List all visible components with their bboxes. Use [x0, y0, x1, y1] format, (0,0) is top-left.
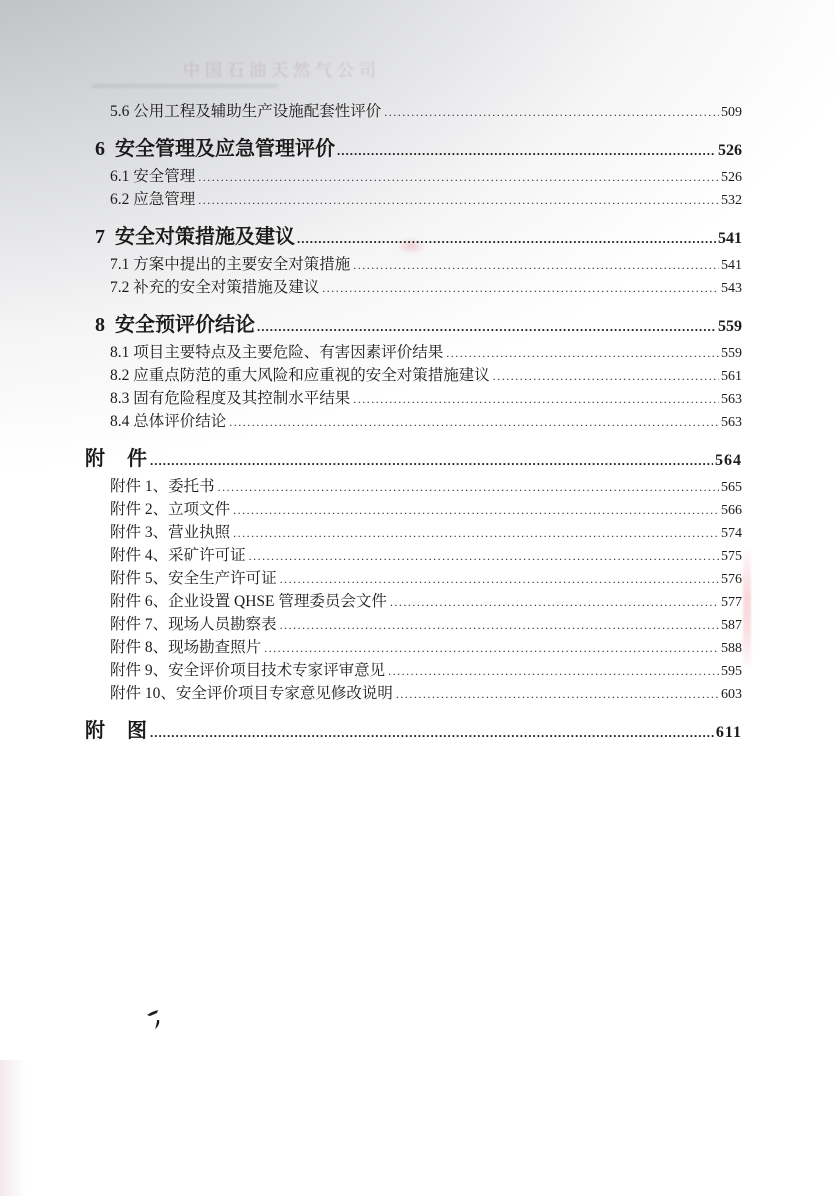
dot-leader	[388, 660, 719, 683]
toc-entry	[95, 276, 742, 299]
toc-chapter-entry	[95, 223, 742, 251]
dot-leader	[198, 189, 719, 212]
toc-chapter-entry	[95, 311, 742, 339]
dot-leader	[297, 225, 716, 253]
toc-entry	[95, 659, 742, 682]
page-number: 611	[715, 724, 742, 741]
toc-entry-title: 附件 1、委托书	[110, 478, 215, 495]
dot-leader	[390, 591, 719, 614]
toc-entry	[95, 188, 742, 211]
dot-leader	[353, 388, 719, 411]
page-number: 576	[721, 572, 742, 587]
toc-entry	[95, 636, 742, 659]
table-of-contents	[85, 0, 742, 747]
page-number: 509	[721, 105, 742, 120]
toc-entry	[95, 567, 742, 590]
toc-entry-title: 附件 2、立项文件	[110, 501, 231, 518]
page-edge-tint	[0, 1060, 26, 1196]
toc-entry	[95, 682, 742, 705]
page-number: 587	[721, 618, 742, 633]
dot-leader	[229, 411, 719, 434]
toc-entry-title: 7 安全对策措施及建议	[95, 226, 295, 248]
dot-leader	[150, 447, 713, 475]
dot-leader	[257, 313, 716, 341]
toc-entry-title: 8 安全预评价结论	[95, 314, 255, 336]
page-number: 575	[721, 549, 742, 564]
dot-leader	[337, 137, 716, 165]
dot-leader	[249, 545, 719, 568]
toc-entry-title: 附 图	[85, 720, 148, 742]
toc-chapter-entry	[95, 135, 742, 163]
toc-entry	[95, 387, 742, 410]
toc-appendix-figures-heading	[85, 717, 742, 745]
toc-entry	[95, 613, 742, 636]
toc-entry-title: 附件 5、安全生产许可证	[110, 570, 277, 587]
page-number: 543	[721, 281, 742, 296]
page-number: 526	[718, 142, 742, 159]
toc-entry	[95, 521, 742, 544]
toc-entry-title: 8.1 项目主要特点及主要危险、有害因素评价结果	[110, 344, 444, 361]
toc-entry	[95, 498, 742, 521]
page-number: 559	[721, 346, 742, 361]
page-number: 541	[718, 230, 742, 247]
page-number: 577	[721, 595, 742, 610]
page-number: 566	[721, 503, 742, 518]
toc-entry-title: 附件 3、营业执照	[110, 524, 231, 541]
toc-entry	[95, 165, 742, 188]
ink-mark	[145, 1006, 167, 1037]
toc-entry-title: 附 件	[85, 448, 148, 470]
toc-entry-title: 附件 6、企业设置 QHSE 管理委员会文件	[110, 593, 387, 610]
toc-entry	[95, 475, 742, 498]
toc-entry-title: 附件 8、现场勘查照片	[110, 639, 262, 656]
toc-entry-title: 7.1 方案中提出的主要安全对策措施	[110, 256, 351, 273]
toc-entry-title: 8.3 固有危险程度及其控制水平结果	[110, 390, 351, 407]
dot-leader	[198, 166, 719, 189]
toc-entry	[95, 100, 742, 123]
dot-leader	[384, 101, 719, 124]
dot-leader	[280, 614, 719, 637]
dot-leader	[446, 342, 719, 365]
bleedthrough-header-text: 中国石油天然气公司	[183, 61, 381, 80]
dot-leader	[150, 719, 714, 747]
toc-entry-title: 附件 7、现场人员勘察表	[110, 616, 277, 633]
toc-entry	[95, 253, 742, 276]
page-number: 559	[718, 318, 742, 335]
page-number: 595	[721, 664, 742, 679]
toc-entry-title: 附件 4、采矿许可证	[110, 547, 246, 564]
toc-entry-title: 附件 10、安全评价项目专家意见修改说明	[110, 685, 393, 702]
page-number: 564	[715, 452, 742, 469]
page-number: 588	[721, 641, 742, 656]
page-number: 574	[721, 526, 742, 541]
pink-scan-streak	[743, 550, 751, 668]
dot-leader	[396, 683, 719, 706]
dot-leader	[322, 277, 719, 300]
dot-leader	[233, 522, 719, 545]
dot-leader	[493, 365, 719, 388]
page-number: 561	[721, 369, 742, 384]
toc-entry-title: 6 安全管理及应急管理评价	[95, 138, 335, 160]
dot-leader	[233, 499, 719, 522]
dot-leader	[218, 476, 719, 499]
toc-entry-title: 6.1 安全管理	[110, 168, 196, 185]
toc-entry-title: 6.2 应急管理	[110, 191, 196, 208]
toc-appendix-heading	[85, 445, 742, 473]
page-number: 603	[721, 687, 742, 702]
dot-leader	[353, 254, 719, 277]
dot-leader	[280, 568, 719, 591]
page-number: 526	[721, 170, 742, 185]
toc-entry	[95, 590, 742, 613]
toc-entry-title: 8.4 总体评价结论	[110, 413, 227, 430]
toc-entry	[95, 544, 742, 567]
toc-entry	[95, 410, 742, 433]
toc-entry-title: 5.6 公用工程及辅助生产设施配套性评价	[110, 103, 382, 120]
page-number: 563	[721, 392, 742, 407]
dot-leader	[264, 637, 719, 660]
page-number: 541	[721, 258, 742, 273]
page-number: 565	[721, 480, 742, 495]
toc-entry-title: 8.2 应重点防范的重大风险和应重视的安全对策措施建议	[110, 367, 490, 384]
page-number: 563	[721, 415, 742, 430]
toc-entry	[95, 364, 742, 387]
toc-entry	[95, 341, 742, 364]
toc-entry-title: 附件 9、安全评价项目技术专家评审意见	[110, 662, 386, 679]
page-number: 532	[721, 193, 742, 208]
toc-entry-title: 7.2 补充的安全对策措施及建议	[110, 279, 320, 296]
